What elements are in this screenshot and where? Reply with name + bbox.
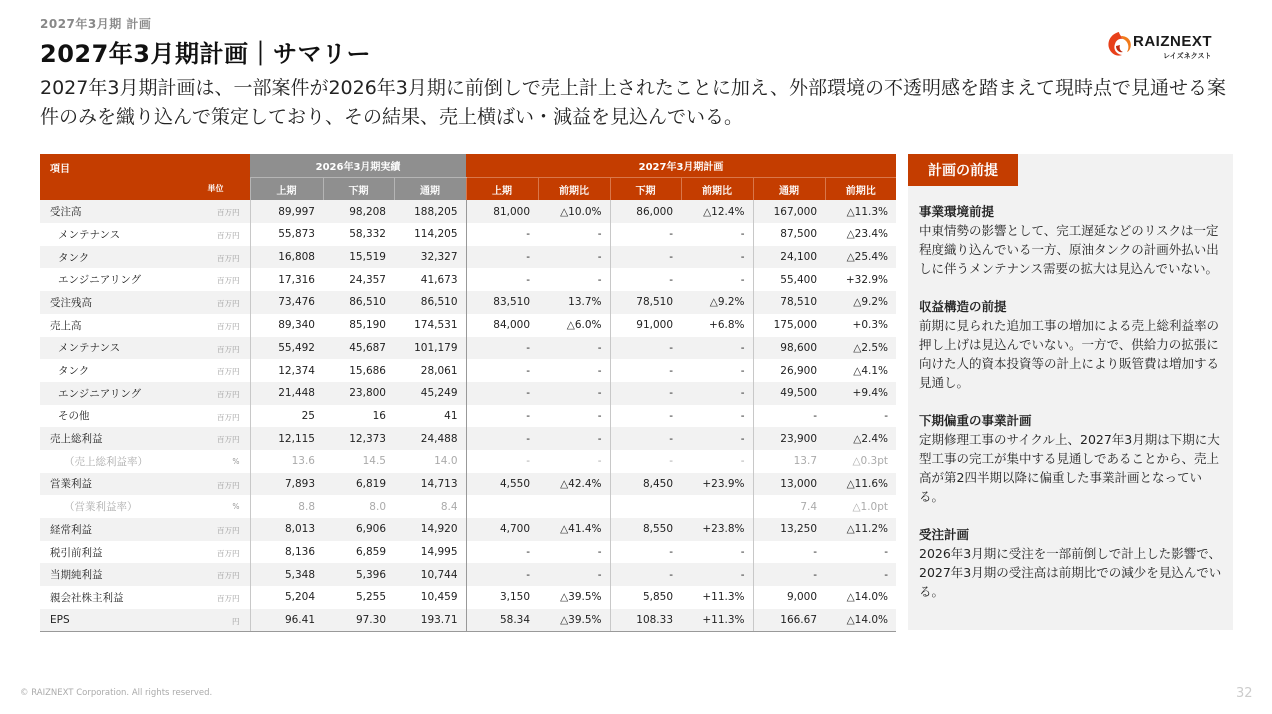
table-body bbox=[40, 200, 896, 632]
value-cell: △11.3% bbox=[825, 200, 896, 223]
value-cell: 14,713 bbox=[394, 473, 466, 496]
value-cell: - bbox=[740, 273, 745, 286]
panel-body bbox=[919, 202, 1224, 620]
value-cell: 87,500 bbox=[753, 223, 825, 246]
table-row bbox=[40, 609, 896, 632]
value-cell: 86,510 bbox=[394, 291, 466, 314]
value-cell: - bbox=[740, 455, 745, 468]
value-cell: - bbox=[538, 337, 610, 360]
row-label: 売上総利益 bbox=[50, 433, 103, 446]
row-label: 営業利益 bbox=[50, 478, 92, 491]
table-row bbox=[40, 586, 896, 609]
value-cell: 8,450 bbox=[610, 473, 681, 496]
value-cell: 15,686 bbox=[349, 364, 386, 377]
value-cell: 45,249 bbox=[394, 382, 466, 405]
value-cell: △2.4% bbox=[825, 427, 896, 450]
value-cell: △23.4% bbox=[846, 228, 889, 241]
value-cell: 14.0 bbox=[434, 455, 458, 468]
assumptions-panel bbox=[908, 154, 1233, 630]
value-cell: - bbox=[597, 546, 602, 559]
row-label: 税引前利益 bbox=[50, 546, 103, 559]
value-cell: - bbox=[753, 563, 825, 586]
value-cell: - bbox=[466, 382, 538, 405]
value-cell: 12,374 bbox=[250, 359, 323, 382]
value-cell: 98,600 bbox=[753, 337, 825, 360]
value-cell: 97.30 bbox=[323, 609, 394, 632]
row-label-cell bbox=[40, 337, 250, 360]
row-label-cell bbox=[40, 609, 250, 632]
value-cell: 49,500 bbox=[753, 382, 825, 405]
value-cell: - bbox=[597, 273, 602, 286]
value-cell: △6.0% bbox=[566, 319, 602, 332]
value-cell: - bbox=[597, 364, 602, 377]
value-cell: △10.0% bbox=[538, 200, 610, 223]
value-cell: +32.9% bbox=[845, 273, 889, 286]
value-cell: - bbox=[681, 427, 753, 450]
row-label: メンテナンス bbox=[58, 342, 121, 355]
row-label-cell bbox=[40, 359, 250, 382]
value-cell: 91,000 bbox=[610, 314, 681, 337]
value-cell: 8.8 bbox=[250, 495, 323, 518]
row-unit: 百万円 bbox=[217, 389, 240, 399]
value-cell: 58.34 bbox=[466, 609, 538, 632]
value-cell: 25 bbox=[250, 405, 323, 428]
table-row bbox=[40, 563, 896, 586]
value-cell bbox=[538, 495, 610, 518]
value-cell: 174,531 bbox=[414, 319, 458, 332]
row-label: EPS bbox=[50, 614, 70, 627]
table-row bbox=[40, 405, 896, 428]
row-label: エンジニアリング bbox=[58, 274, 142, 287]
row-unit: 百万円 bbox=[217, 208, 240, 218]
row-label-cell bbox=[40, 268, 250, 291]
panel-badge: 計画の前提 bbox=[908, 154, 1018, 186]
value-cell: - bbox=[610, 337, 681, 360]
section-text: 定期修理工事のサイクル上、2027年3月期は下期に大型工事の完工が集中する見通しであることから、売上高が第2四半期以降に偏重した事業計画となっている。 bbox=[919, 432, 1220, 504]
value-cell bbox=[466, 495, 538, 518]
row-unit: 百万円 bbox=[217, 321, 240, 331]
value-cell: - bbox=[466, 427, 538, 450]
value-cell: 17,316 bbox=[250, 268, 323, 291]
value-cell: 41 bbox=[444, 409, 458, 422]
subheader-cell: 通期 bbox=[753, 177, 825, 200]
value-cell: 81,000 bbox=[466, 200, 538, 223]
value-cell: - bbox=[740, 409, 745, 422]
value-cell: △11.6% bbox=[825, 473, 896, 496]
row-unit: 百万円 bbox=[217, 594, 240, 604]
value-cell: 7.4 bbox=[753, 495, 825, 518]
value-cell: 4,700 bbox=[466, 518, 538, 541]
row-label: メンテナンス bbox=[58, 228, 121, 241]
row-label: その他 bbox=[58, 410, 90, 423]
value-cell: 16 bbox=[372, 409, 386, 422]
table-row bbox=[40, 246, 896, 269]
row-label-cell bbox=[40, 382, 250, 405]
value-cell: 114,205 bbox=[414, 228, 458, 241]
value-cell: - bbox=[466, 405, 538, 428]
value-cell: 86,000 bbox=[610, 200, 681, 223]
value-cell: - bbox=[610, 382, 681, 405]
value-cell: - bbox=[466, 337, 538, 360]
value-cell: - bbox=[610, 405, 681, 428]
subheader-cell: 通期 bbox=[394, 177, 466, 200]
row-label-cell bbox=[40, 427, 250, 450]
value-cell: - bbox=[681, 382, 753, 405]
value-cell: 6,819 bbox=[323, 473, 394, 496]
value-cell: - bbox=[753, 541, 825, 564]
section-heading: 受注計画 bbox=[919, 527, 970, 542]
value-cell: - bbox=[466, 541, 538, 564]
value-cell: - bbox=[466, 223, 538, 246]
value-cell: - bbox=[538, 563, 610, 586]
value-cell: △41.4% bbox=[538, 518, 610, 541]
value-cell: 166.67 bbox=[753, 609, 825, 632]
row-unit: 百万円 bbox=[217, 231, 240, 241]
value-cell: - bbox=[610, 268, 681, 291]
value-cell: - bbox=[466, 268, 538, 291]
table-row bbox=[40, 473, 896, 496]
section-text: 中東情勢の影響として、完工遅延などのリスクは一定程度織り込んでいる一方、原油タンクの計画外払い出しに伴うメンテナンス需要の拡大は見込んでいない。 bbox=[919, 223, 1219, 276]
value-cell: - bbox=[466, 450, 538, 473]
table-row bbox=[40, 427, 896, 450]
row-label-cell bbox=[40, 291, 250, 314]
value-cell: 8,136 bbox=[250, 541, 323, 564]
value-cell: 96.41 bbox=[250, 609, 323, 632]
value-cell: △39.5% bbox=[560, 591, 602, 604]
value-cell: 58,332 bbox=[349, 228, 386, 241]
row-unit: 百万円 bbox=[217, 253, 240, 263]
value-cell: 83,510 bbox=[466, 291, 538, 314]
value-cell: +0.3% bbox=[852, 319, 889, 332]
subheader-cell: 下期 bbox=[610, 177, 681, 200]
row-label-cell bbox=[40, 246, 250, 269]
row-label-cell bbox=[40, 405, 250, 428]
value-cell: 41,673 bbox=[420, 273, 458, 286]
value-cell: 167,000 bbox=[753, 200, 825, 223]
subheader-cell: 前期比 bbox=[681, 177, 753, 200]
value-cell: 10,459 bbox=[420, 591, 458, 604]
value-cell: 16,808 bbox=[250, 246, 323, 269]
value-cell: 89,997 bbox=[250, 200, 323, 223]
value-cell: △25.4% bbox=[825, 246, 896, 269]
value-cell: 24,357 bbox=[349, 273, 386, 286]
value-cell: 86,510 bbox=[323, 291, 394, 314]
row-unit: 百万円 bbox=[217, 548, 240, 558]
value-cell: 13.6 bbox=[250, 450, 323, 473]
value-cell: - bbox=[681, 337, 753, 360]
value-cell: 78,510 bbox=[753, 291, 825, 314]
value-cell: - bbox=[753, 405, 825, 428]
value-cell: 13.7 bbox=[753, 450, 825, 473]
value-cell: △1.0pt bbox=[852, 500, 889, 513]
page-title: 2027年3月期計画｜サマリー bbox=[40, 40, 371, 68]
table-row bbox=[40, 268, 896, 291]
row-label-cell bbox=[40, 473, 250, 496]
value-cell: △9.2% bbox=[825, 291, 896, 314]
row-unit: 百万円 bbox=[217, 412, 240, 422]
value-cell: △42.4% bbox=[538, 473, 610, 496]
row-unit: 百万円 bbox=[217, 299, 240, 309]
value-cell: - bbox=[740, 228, 745, 241]
value-cell: 45,687 bbox=[323, 337, 394, 360]
section-heading: 収益構造の前提 bbox=[919, 299, 1007, 314]
row-label: （売上総利益率） bbox=[64, 455, 148, 468]
row-label-cell bbox=[40, 223, 250, 246]
value-cell: - bbox=[597, 455, 602, 468]
value-cell: 6,906 bbox=[323, 518, 394, 541]
value-cell: 21,448 bbox=[250, 382, 323, 405]
value-cell: △14.0% bbox=[825, 609, 896, 632]
value-cell: +6.8% bbox=[709, 319, 745, 332]
value-cell: 3,150 bbox=[466, 586, 538, 609]
value-cell: - bbox=[466, 359, 538, 382]
value-cell: 15,519 bbox=[323, 246, 394, 269]
value-cell: - bbox=[538, 246, 610, 269]
raiznext-flame-logo-icon bbox=[1104, 29, 1134, 59]
subheader-cell: 上期 bbox=[250, 177, 323, 200]
value-cell: - bbox=[610, 223, 681, 246]
item-header-label: 項目 bbox=[50, 164, 70, 175]
row-label-cell bbox=[40, 314, 250, 337]
section-text: 2026年3月期に受注を一部前倒しで計上した影響で、2027年3月期の受注高は前期比での減少を見込んでいる。 bbox=[919, 546, 1222, 599]
value-cell: △9.2% bbox=[681, 291, 753, 314]
row-unit: % bbox=[232, 456, 240, 466]
value-cell: - bbox=[610, 563, 681, 586]
value-cell: - bbox=[740, 364, 745, 377]
value-cell: 8.4 bbox=[440, 500, 458, 513]
logo-wordmark: RAIZNEXT bbox=[1133, 33, 1212, 50]
value-cell: 84,000 bbox=[466, 314, 538, 337]
value-cell: 5,348 bbox=[250, 563, 323, 586]
value-cell: - bbox=[466, 563, 538, 586]
table-row bbox=[40, 337, 896, 360]
value-cell: 9,000 bbox=[753, 586, 825, 609]
value-cell: △2.5% bbox=[825, 337, 896, 360]
row-label: （営業利益率） bbox=[64, 501, 138, 514]
value-cell: 13,250 bbox=[753, 518, 825, 541]
row-label-cell bbox=[40, 541, 250, 564]
value-cell bbox=[610, 495, 681, 518]
value-cell: 7,893 bbox=[250, 473, 323, 496]
value-cell: 13,000 bbox=[753, 473, 825, 496]
value-cell: - bbox=[610, 359, 681, 382]
table-row bbox=[40, 359, 896, 382]
value-cell: 101,179 bbox=[394, 337, 466, 360]
value-cell: 14,920 bbox=[394, 518, 466, 541]
value-cell: 24,100 bbox=[753, 246, 825, 269]
value-cell: 26,900 bbox=[753, 359, 825, 382]
value-cell: 73,476 bbox=[250, 291, 323, 314]
value-cell: 24,488 bbox=[394, 427, 466, 450]
value-cell: - bbox=[538, 427, 610, 450]
row-unit: 百万円 bbox=[217, 571, 240, 581]
value-cell: 89,340 bbox=[250, 314, 323, 337]
row-unit: 百万円 bbox=[217, 344, 240, 354]
table-row bbox=[40, 495, 896, 518]
value-cell: 55,400 bbox=[753, 268, 825, 291]
value-cell: 55,873 bbox=[250, 223, 323, 246]
value-cell: - bbox=[825, 563, 896, 586]
section-heading: 事業環境前提 bbox=[919, 204, 995, 219]
subheader-cell: 上期 bbox=[466, 177, 538, 200]
row-label-cell bbox=[40, 495, 250, 518]
table-header-item bbox=[40, 154, 250, 200]
value-cell: 14,995 bbox=[420, 546, 458, 559]
row-label: 売上高 bbox=[50, 319, 82, 332]
value-cell: - bbox=[538, 382, 610, 405]
value-cell: 13.7% bbox=[538, 291, 610, 314]
section-heading: 下期偏重の事業計画 bbox=[919, 413, 1032, 428]
header-group-actual: 2026年3月期実績 bbox=[250, 154, 466, 177]
value-cell: 175,000 bbox=[753, 314, 825, 337]
value-cell: - bbox=[681, 246, 753, 269]
row-label-cell bbox=[40, 563, 250, 586]
value-cell: - bbox=[466, 246, 538, 269]
table-row bbox=[40, 382, 896, 405]
value-cell: +11.3% bbox=[681, 609, 753, 632]
value-cell: - bbox=[610, 450, 681, 473]
value-cell: 12,373 bbox=[323, 427, 394, 450]
value-cell: 98,208 bbox=[323, 200, 394, 223]
value-cell: 12,115 bbox=[250, 427, 323, 450]
header-group-plan: 2027年3月期計画 bbox=[466, 154, 896, 177]
value-cell: - bbox=[610, 246, 681, 269]
table-row bbox=[40, 200, 896, 223]
value-cell: 5,396 bbox=[323, 563, 394, 586]
row-unit: 百万円 bbox=[217, 367, 240, 377]
value-cell: - bbox=[884, 409, 889, 422]
row-label-cell bbox=[40, 586, 250, 609]
value-cell: 78,510 bbox=[610, 291, 681, 314]
value-cell: △4.1% bbox=[853, 364, 889, 377]
value-cell: 28,061 bbox=[420, 364, 458, 377]
subheader-cell: 前期比 bbox=[825, 177, 896, 200]
value-cell: 5,850 bbox=[610, 586, 681, 609]
value-cell: 8,550 bbox=[610, 518, 681, 541]
value-cell: - bbox=[681, 563, 753, 586]
row-label-cell bbox=[40, 450, 250, 473]
row-unit: 円 bbox=[232, 616, 240, 626]
subheader-cell: 前期比 bbox=[538, 177, 610, 200]
value-cell: 10,744 bbox=[394, 563, 466, 586]
row-unit: 百万円 bbox=[217, 480, 240, 490]
value-cell bbox=[681, 495, 753, 518]
table-row bbox=[40, 450, 896, 473]
value-cell: 23,800 bbox=[323, 382, 394, 405]
value-cell: 108.33 bbox=[610, 609, 681, 632]
value-cell: 55,492 bbox=[250, 337, 323, 360]
row-label-cell bbox=[40, 200, 250, 223]
value-cell: 4,550 bbox=[466, 473, 538, 496]
value-cell: 14.5 bbox=[362, 455, 386, 468]
table-row bbox=[40, 541, 896, 564]
value-cell: △0.3pt bbox=[852, 455, 889, 468]
value-cell: 188,205 bbox=[394, 200, 466, 223]
copyright: © RAIZNEXT Corporation. All rights reserved. bbox=[20, 688, 213, 698]
row-label: 親会社株主利益 bbox=[50, 591, 124, 604]
row-label: 当期純利益 bbox=[50, 569, 103, 582]
company-logo bbox=[1104, 27, 1234, 61]
value-cell: 5,255 bbox=[355, 591, 386, 604]
value-cell: - bbox=[597, 228, 602, 241]
row-label: 経常利益 bbox=[50, 523, 92, 536]
lead-text: 2027年3月期計画は、一部案件が2026年3月期に前倒しで売上計上されたことに加え、外部環境の不透明感を踏まえて現時点で見通せる案件のみを織り込んで策定しており、その結果、売上横ばい・減益を見込んでいる。 bbox=[40, 77, 1227, 128]
row-unit: % bbox=[232, 502, 240, 512]
section-text: 前期に見られた追加工事の増加による売上総利益率の押し上げは見込んでいない。一方で、供給力の拡張に向けた人的資本投資等の計上により販管費は増加する見通し。 bbox=[919, 318, 1220, 390]
breadcrumb: 2027年3月期 計画 bbox=[40, 17, 152, 31]
row-unit: 百万円 bbox=[217, 526, 240, 535]
value-cell: △14.0% bbox=[846, 591, 889, 604]
page-number: 32 bbox=[1236, 686, 1253, 701]
table-row bbox=[40, 314, 896, 337]
value-cell: 8,013 bbox=[250, 518, 323, 541]
value-cell: △11.2% bbox=[825, 518, 896, 541]
table-row bbox=[40, 291, 896, 314]
row-label: タンク bbox=[58, 251, 90, 264]
table-row bbox=[40, 518, 896, 541]
row-label: 受注高 bbox=[50, 206, 82, 219]
value-cell: △39.5% bbox=[538, 609, 610, 632]
value-cell: +9.4% bbox=[825, 382, 896, 405]
value-cell: - bbox=[740, 546, 745, 559]
summary-table bbox=[40, 154, 896, 632]
value-cell: 6,859 bbox=[355, 546, 386, 559]
value-cell: +23.8% bbox=[681, 518, 753, 541]
value-cell: +11.3% bbox=[702, 591, 745, 604]
value-cell: 32,327 bbox=[394, 246, 466, 269]
value-cell: - bbox=[610, 427, 681, 450]
value-cell: - bbox=[597, 409, 602, 422]
row-label: エンジニアリング bbox=[58, 387, 142, 400]
row-label-cell bbox=[40, 518, 250, 541]
value-cell: +23.9% bbox=[681, 473, 753, 496]
subheader-cell: 下期 bbox=[323, 177, 394, 200]
value-cell: 8.0 bbox=[369, 500, 386, 513]
value-cell: 85,190 bbox=[349, 319, 386, 332]
value-cell: - bbox=[884, 546, 889, 559]
value-cell: △12.4% bbox=[681, 200, 753, 223]
logo-kana: レイズネクスト bbox=[1163, 52, 1212, 60]
row-label: 受注残高 bbox=[50, 296, 92, 309]
row-unit: 百万円 bbox=[217, 276, 240, 286]
table-row bbox=[40, 223, 896, 246]
value-cell: 193.71 bbox=[394, 609, 466, 632]
value-cell: 23,900 bbox=[753, 427, 825, 450]
unit-header-label: 単位 bbox=[207, 184, 224, 194]
row-unit: 百万円 bbox=[217, 435, 240, 445]
value-cell: 5,204 bbox=[250, 586, 323, 609]
value-cell: - bbox=[610, 541, 681, 564]
row-label: タンク bbox=[58, 365, 90, 378]
